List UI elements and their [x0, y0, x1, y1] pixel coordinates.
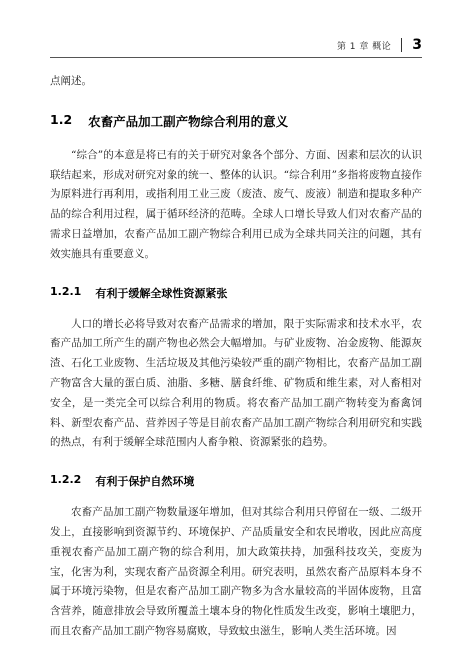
chapter-label: 第 1 章 概论 [336, 41, 392, 52]
subsection-heading-2 [50, 473, 422, 489]
section-title: 农畜产品加工副产物综合利用的意义 [88, 113, 289, 129]
section-number: 1.2 [50, 111, 73, 127]
subsection-paragraph-2: 农畜产品加工副产物数量逐年增加，但对其综合利用只停留在一级、二级开发上，直接影响到资源节约、环境保护、产品质量安全和农民增收，因此应高度重视农畜产品加工副产物的综合利用，加大政策扶持，加强科技攻关，变废为宝，化害为利，实现农畜产品资源全利用。研究表明，虽然农畜产品原料本身不属于环境污染物，但是农畜产品加工副产物多为含水量较高的半固体废物，且富含营养，随意排放会导致所覆盖土壤本身的物化性质发生改变，影响土壤肥力，而且农畜产品加工副产物容易腐败，导致蚊虫滋生，影响人类生活环境。因 [50, 506, 422, 637]
intro-line: 点阐述。 [50, 75, 92, 87]
subsection-number: 1.2.2 [50, 473, 82, 487]
running-head [337, 38, 422, 52]
subsection-title: 有利于保护自然环境 [95, 475, 195, 489]
subsection-number: 1.2.1 [50, 284, 82, 298]
subsection-title: 有利于缓解全球性资源紧张 [95, 286, 228, 300]
page-body [50, 72, 422, 642]
subsection-paragraph-1: 人口的增长必将导致对农畜产品需求的增加，限于实际需求和技术水平，农畜产品加工所产生的副产物也必然会大幅增加。与矿业废物、冶金废物、能源灰渣、石化工业废物、生活垃圾及其他污染较严重的副产物相比，农畜产品加工副产物富含大量的蛋白质、油脂、多糖、膳食纤维、矿物质和维生素，对人畜相对安全，是一类完全可以综合利用的物质。将农畜产品加工副产物转变为畜禽饲料、新型农畜产品、营养因子等是目前农畜产品加工副产物综合利用研究和实践的热点，有利于缓解全球范围内人畜争粮、资源紧张的趋势。 [50, 317, 422, 449]
header-separator [401, 38, 402, 52]
page-number: 3 [412, 37, 422, 53]
section-heading [50, 112, 422, 130]
header-rule [50, 57, 422, 58]
section-paragraph: “综合”的本意是将已有的关于研究对象各个部分、方面、因素和层次的认识联结起来，形成对研究对象的统一、整体的认识。“综合利用”多指将废物直接作为原料进行再利用，或指利用工业三废（废渣、废气、废液）制造和提取多种产品的综合利用过程，属于循环经济的范畴。全球人口增长导致人们对农畜产品的需求日益增加，农畜产品加工副产物综合利用已成为全球共同关注的问题，其有效实施具有重要意义。 [50, 148, 422, 260]
subsection-heading-1 [50, 285, 422, 301]
